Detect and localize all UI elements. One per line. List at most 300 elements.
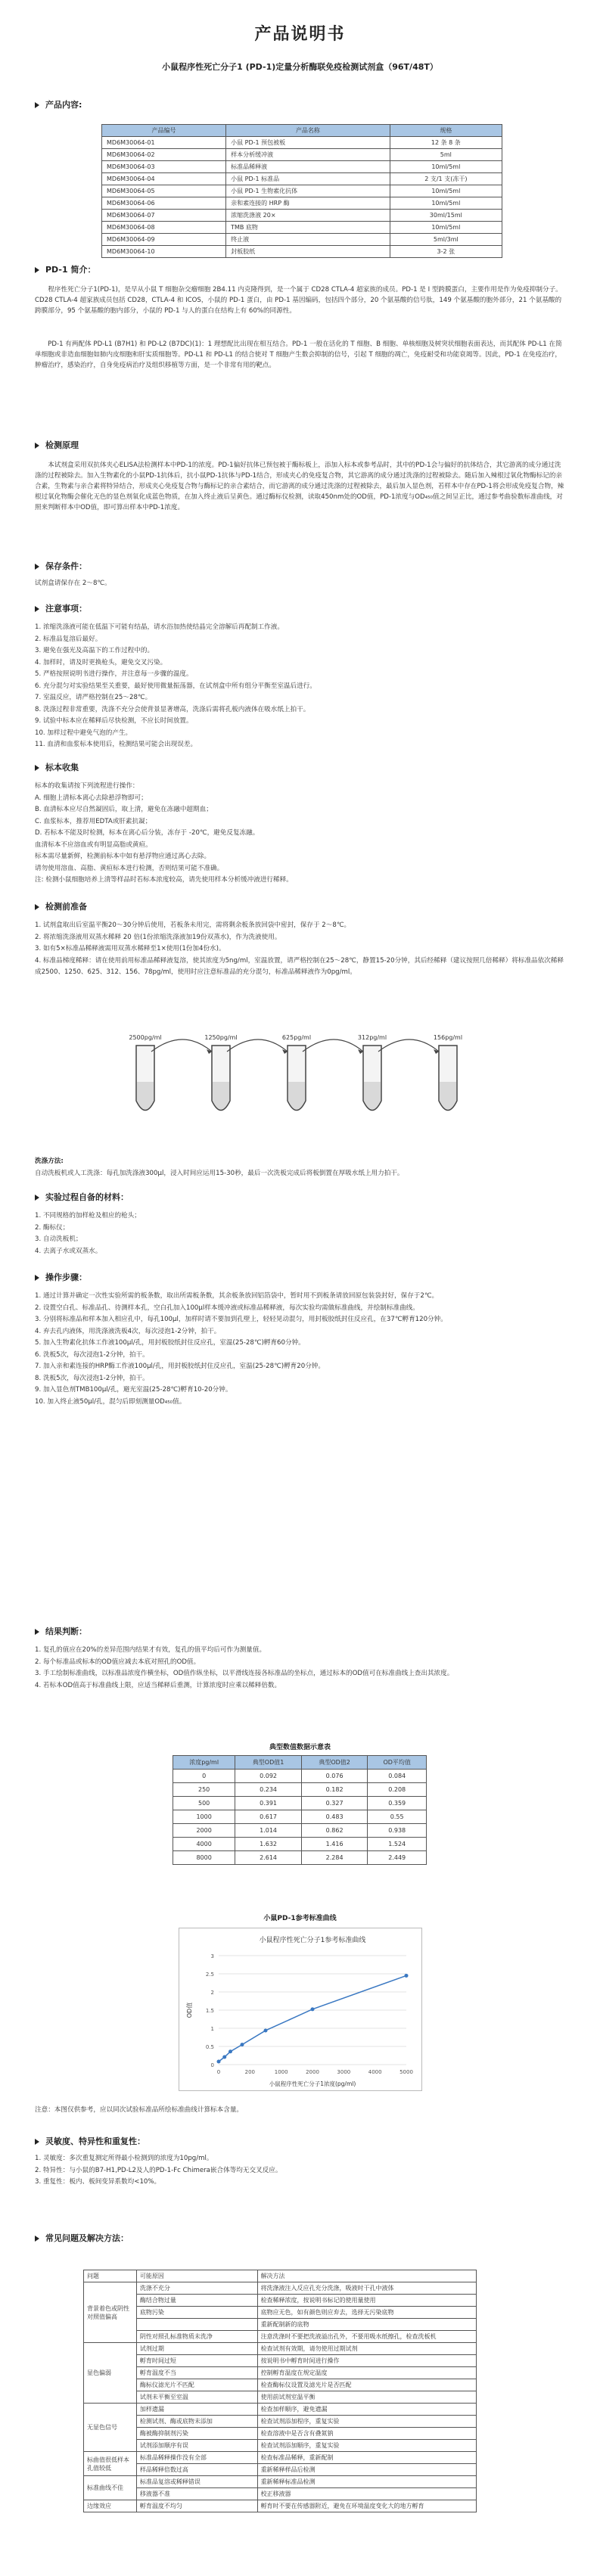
table-header: 产品编号: [102, 125, 226, 137]
table-cell: MD6M30064-04: [102, 173, 226, 185]
table-cell: 2000: [173, 1824, 235, 1838]
chart-title: 小鼠程序性死亡分子1参考标准曲线: [259, 1937, 366, 1944]
list-number: 4.: [35, 1247, 43, 1255]
table-cell-cause: 标准品复溶或稀释错误: [136, 2476, 257, 2488]
troubleshooting-table: [83, 2270, 477, 2512]
section-faq: 常见问题及解决方法：: [35, 2232, 129, 2244]
table-cell-cause: 加样遗漏: [136, 2404, 257, 2416]
list-item: [35, 704, 564, 716]
transfer-arrow-icon: [378, 1039, 439, 1052]
table-cell: 2.449: [368, 1851, 427, 1865]
table-cell-solution: 检查试剂添加程序，重复实验: [257, 2416, 476, 2428]
list-number: 1.: [35, 2155, 43, 2162]
list-text: 酶标仪；: [42, 1223, 70, 1232]
table-row: [84, 2331, 477, 2343]
list-text: 灵敏度：多次重复测定所得最小检测到的浓度为10pg/ml。: [42, 2155, 213, 2162]
list-number: 9.: [35, 1386, 43, 1394]
table-cell: 5ml: [390, 149, 502, 161]
table-row: [102, 149, 502, 161]
table-row: [102, 246, 502, 258]
list-number: 2.: [35, 2166, 43, 2174]
table-cell: 终止液: [226, 234, 390, 246]
chart-caption: 小鼠PD-1参考标准曲线: [263, 1915, 337, 1922]
table-cell: 0.862: [301, 1824, 368, 1838]
list-text: 血清和血浆标本使用后，检测结果可能会出现误差。: [47, 741, 197, 748]
table-cell: 1.524: [368, 1838, 427, 1851]
table-cell-solution: 注意洗涤时不要把洗液溢出孔外，不要用吸水纸擦孔，检查洗板机: [257, 2331, 476, 2343]
list-item: [35, 1223, 564, 1235]
list-item: [35, 1234, 564, 1246]
chart-note: 注意：本图仅供参考，应以同次试验标准品所绘标准曲线计算标本含量。: [35, 2106, 244, 2114]
table-cell: TMB 底物: [226, 222, 390, 234]
section-content: 产品内容:: [35, 98, 82, 110]
list-item: [35, 956, 564, 979]
list-text: 注: 检测小鼠细胞培养上清等样品时若标本浓度较高，请先使用样本分析缓冲液进行稀释。: [35, 876, 293, 884]
table-cell-cause: 底物污染: [136, 2307, 257, 2319]
list-item: [35, 1384, 564, 1397]
list-text: 重复性：板内、板间变异系数均<10%。: [42, 2178, 161, 2186]
standard-curve-chart: [179, 1928, 421, 2090]
section-performance: 灵敏度、特异性和重复性：: [35, 2135, 145, 2147]
list-number: 5.: [35, 670, 43, 678]
prep-list: [35, 920, 564, 979]
std-table-title: 典型数值数据示意表: [269, 1744, 331, 1751]
list-text: 避免在强光及高温下的工作过程中的。: [42, 647, 154, 654]
transfer-arrow-icon: [303, 1039, 363, 1052]
x-tick-label: 0: [216, 2069, 221, 2075]
table-row: [84, 2440, 477, 2452]
table-row: [84, 2367, 477, 2379]
table-cell: 0.391: [235, 1797, 302, 1810]
list-item: [35, 728, 564, 740]
table-row: [84, 2488, 477, 2500]
table-row: [84, 2379, 477, 2391]
list-item: [35, 739, 564, 751]
table-cell: 4000: [173, 1838, 235, 1851]
table-cell: MD6M30064-02: [102, 149, 226, 161]
y-tick-label: 3: [210, 1953, 214, 1959]
list-item: [35, 1350, 564, 1362]
table-header: 典型OD值1: [235, 1756, 302, 1770]
x-axis-label: 小鼠程序性死亡分子1浓度(pg/ml): [269, 2080, 356, 2087]
list-number: 8.: [35, 705, 43, 713]
table-cell: 0.234: [235, 1783, 302, 1797]
y-tick-label: 1.5: [205, 2008, 214, 2014]
table-row: [102, 197, 502, 210]
list-number: 7.: [35, 694, 43, 701]
section-steps: 操作步骤：: [35, 1271, 87, 1283]
data-point: [222, 2056, 226, 2059]
table-row: [102, 161, 502, 173]
table-cell: 1.632: [235, 1838, 302, 1851]
bullet-arrow-icon: [35, 443, 39, 449]
table-cell: MD6M30064-09: [102, 234, 226, 246]
table-cell: 标准品稀释液: [226, 161, 390, 173]
bullet-arrow-icon: [35, 564, 39, 570]
table-header: 问题: [84, 2270, 137, 2282]
list-item: [35, 622, 564, 634]
list-item: [35, 2165, 564, 2177]
table-cell: 0.208: [368, 1783, 427, 1797]
table-cell-solution: 重新稀释样品后检测: [257, 2464, 476, 2476]
table-cell: 2.614: [235, 1851, 302, 1865]
table-cell: 10ml/5ml: [390, 222, 502, 234]
section-notice: 注意事项：: [35, 602, 87, 614]
table-cell: 0.617: [235, 1810, 302, 1824]
list-text: 标准品梯度稀释：请在使用前用标准品稀释液复溶，使其浓度为5ng/ml，室温放置，请严格控制在25～28℃，静置15-20分钟，其后经稀释（建议按照几倍稀释）将标准品依次稀释成2500、1250、625、312、156、78pg/ml，使用时应注意标准品的充分混匀，标准品稀释液作为0pg/ml。: [35, 956, 564, 976]
dilution-tubes-diagram: [113, 1029, 507, 1135]
list-number: 2.: [35, 933, 43, 941]
table-row: [84, 2428, 477, 2440]
transfer-arrow-icon: [151, 1039, 212, 1052]
table-row: [102, 185, 502, 197]
data-point: [405, 1974, 409, 1978]
table-cell: 250: [173, 1783, 235, 1797]
data-point: [264, 2028, 268, 2032]
list-item: [35, 1314, 564, 1326]
table-row: [173, 1851, 427, 1865]
table-cell: MD6M30064-03: [102, 161, 226, 173]
table-row: [84, 2404, 477, 2416]
list-item: [35, 781, 564, 793]
section-result: 结果判断：: [35, 1625, 87, 1637]
own-materials-list: [35, 1210, 564, 1257]
list-number: 4.: [35, 1681, 43, 1689]
chart-frame: [179, 1928, 422, 2091]
list-item: [35, 863, 564, 875]
table-row: [102, 137, 502, 149]
kit-contents-table: [101, 124, 502, 258]
list-text: 如有5×标准品稀释液需用双蒸水稀释至1×使用(1份加4份水)。: [42, 945, 225, 952]
table-row: [84, 2307, 477, 2319]
list-text: 分别将标准品和样本加入相应孔中，每孔100μl，加样时请不要加到孔壁上，轻轻晃动混匀，用封板胶纸封住反应孔，在37℃孵育120分钟。: [42, 1316, 447, 1323]
table-cell-cause: 阴性对照孔标准物质未洗净: [136, 2331, 257, 2343]
table-cell-solution: 孵育时不要在传感器附近，避免在环境温度变化大的地方孵育: [257, 2500, 476, 2512]
bullet-arrow-icon: [35, 2139, 39, 2145]
table-cell: 2.284: [301, 1851, 368, 1865]
table-row: [84, 2355, 477, 2367]
table-cell: 0.327: [301, 1797, 368, 1810]
table-cell-cause: 检测试剂、酶或底物未添加: [136, 2416, 257, 2428]
data-point: [311, 2007, 315, 2011]
standard-values-table: [173, 1755, 427, 1865]
list-text: 将浓缩洗涤液用双蒸水稀释 20 倍(1份浓缩洗涤液加19份双蒸水)，作为洗液使用。: [42, 933, 281, 941]
table-cell: 亲和素连接的 HRP 酶: [226, 197, 390, 210]
wash-label: 洗涤方法:: [35, 1157, 64, 1165]
table-cell-cause: 孵育温度不当: [136, 2367, 257, 2379]
table-cell-cause: 酶标仪滤光片不匹配: [136, 2379, 257, 2391]
list-number: 1.: [35, 1292, 43, 1300]
list-number: 3.: [35, 1670, 43, 1677]
list-text: 血清标本不应溶血或有明显高脂或黄疸。: [35, 841, 152, 849]
table-row: [84, 2282, 477, 2295]
table-cell-cause: 移液器不准: [136, 2488, 257, 2500]
table-header: 浓度pg/ml: [173, 1756, 235, 1770]
table-cell: MD6M30064-05: [102, 185, 226, 197]
table-row: [84, 2343, 477, 2355]
list-item: [35, 1210, 564, 1223]
principle-paragraph: 本试剂盒采用双抗体夹心ELISA法检测样本中PD-1的浓度。PD-1偏好抗体已预包被于酶标板上，添加入标本或参考品时，其中的PD-1会与偏好的抗体结合，其它游离的成分通过洗涤的过程被除去。加入生物素化的小鼠PD-1抗体后，抗小鼠PD-1抗体与PD-1结合，形成夹心的免疫复合物，其它游离的成分通过洗涤的过程被除去。随后加入辣根过氧化物酶标记的亲合素，生物素与亲合素将特异结合，形成夹心免疫复合物与酶标记的亲合素结合，而它游离的成分通过洗涤的过程被除去，最后加入显色剂，若样本中存在PD-1将会形成免疫复合物，辣根过氧化物酶会催化无色的显色剂氧化成蓝色物质，在加入终止液后呈黄色。通过酶标仪检测，读取450nm处的OD值，PD-1浓度与OD₄₅₀值之间呈正比，通过参考曲验数标准曲线，对照来判断样本中OD值，即可算出样本中PD-1浓度。: [35, 461, 564, 511]
list-item: [35, 851, 564, 863]
list-item: [35, 840, 564, 852]
table-header: 规格: [390, 125, 502, 137]
table-cell-cause: 孵育时间过短: [136, 2355, 257, 2367]
table-row: [102, 173, 502, 185]
table-cell-solution: 检查溶液中是否含有叠氮钠: [257, 2428, 476, 2440]
table-row: [102, 222, 502, 234]
list-text: 去离子水或双蒸水。: [42, 1247, 102, 1255]
list-item: [35, 1326, 564, 1338]
list-item: [35, 804, 564, 816]
list-item: [35, 943, 564, 956]
table-cell: 3-2 张: [390, 246, 502, 258]
intro-paragraph: PD-1 有两配体 PD-L1 (B7H1) 和 PD-L2 (B7DC)(1)：1 理想配比出现在相互结合。PD-1 一般在活化的 T 细胞、B 细胞、单核细胞及树突状细胞表面表达，而其配体 PD-L1 在简单细胞或非造血细胞如肺内皮细胞和肝实质细胞等。PD-L1 和 PD-L1 的结合使对 T 细胞产生数会抑制的信号，引起 T 细胞的凋亡，免疫耐受和功能衰竭等。因此，PD-1 在免疫治疗，肿瘤治疗，感染治疗，自身免疫病治疗及组织移植等方面，是一个非常有用的靶点。: [35, 340, 562, 369]
table-cell: 10ml/5ml: [390, 197, 502, 210]
table-cell: 样本分析缓冲液: [226, 149, 390, 161]
list-item: [35, 1680, 564, 1692]
list-item: [35, 793, 564, 805]
list-text: 浓缩洗涤液可能在低温下可能有结晶，请水浴加热使结晶完全溶解后再配制工作液。: [42, 623, 284, 631]
list-number: 1.: [35, 1212, 43, 1220]
list-text: 加入亲和素连接的HRP酶工作液100μl/孔，用封板胶纸封住反应孔，室温(25-28℃)孵育20分钟。: [42, 1363, 325, 1370]
table-cell-cause: 标准品稀释操作没有全部: [136, 2452, 257, 2464]
table-cell: 小鼠 PD-1 预包被板: [226, 137, 390, 149]
list-text: 特异性：与小鼠的B7-H1,PD-L2及人的PD-1-Fc Chimera嵌合体等均无交叉反应。: [42, 2166, 282, 2174]
table-cell: 0.359: [368, 1797, 427, 1810]
list-text: 试剂盒取出后室温平衡20～30分钟后使用，若板条未用完，需将剩余板条放回袋中密封，保存于 2～8℃。: [42, 921, 351, 929]
list-text: 洗板5次，每次浸泡1-2分钟，拍干。: [42, 1374, 149, 1382]
section-intro: PD-1 简介：: [35, 263, 95, 275]
list-number: 3.: [35, 647, 43, 654]
list-text: 每个标准品或标本的OD值应减去本底对照孔的OD值。: [42, 1658, 201, 1666]
storage-text: 试剂盒请保存在 2～8℃。: [35, 580, 111, 587]
performance-list: [35, 2153, 564, 2189]
list-item: [35, 1645, 564, 1657]
x-tick-label: 2000: [306, 2069, 319, 2075]
sample-list: [35, 781, 564, 887]
table-cell-cause: 样品稀释倍数过高: [136, 2464, 257, 2476]
intro-paragraph: 程序性死亡分子1(PD-1)，是早从小鼠 T 细胞杂交瘤细胞 2B4.11 内克隆得到，是一个属于 CD28 CTLA-4 超家族的成员。PD-1 是 I 型跨膜蛋白，主要作用是作为免疫抑制分子。CD28 CTLA-4 超家族成员包括 CD28，CTLA-4 和 ICOS，小鼠的 PD-1 蛋白，由 PD-1 基因编码，包括四个部分，20 个氨基酸的信号肽，149 个氨基酸的胞外部分，21 个氨基酸的跨膜部分，95 个氨基酸的胞内部分，小鼠的 PD-1 与人的蛋白在结构上有 60%的同源性。: [35, 286, 562, 315]
list-text: B. 血清标本应尽自然凝固后，取上清，避免在冻融中超期血；: [35, 806, 213, 813]
list-text: 请勿使用溶血、高脂、黄疸标本进行检测，否则结果可能不准确。: [35, 864, 224, 872]
list-item: [35, 828, 564, 840]
series-line: [219, 1975, 406, 2062]
table-cell: MD6M30064-07: [102, 210, 226, 222]
list-item: [35, 1291, 564, 1303]
section-own-materials: 实验过程自备的材料：: [35, 1191, 129, 1203]
table-cell-cause: 试剂未平衡至室温: [136, 2391, 257, 2404]
list-text: 标准品复溶后最好。: [42, 635, 102, 643]
table-cell-cause: [136, 2319, 257, 2331]
table-cell-solution: 重新稀释标准品检测: [257, 2476, 476, 2488]
table-cell-cause: 酶结合物过量: [136, 2295, 257, 2307]
table-cell: 2 支/1 支(冻干): [390, 173, 502, 185]
list-number: 10.: [35, 1397, 48, 1406]
notice-list: [35, 622, 564, 751]
bullet-arrow-icon: [35, 267, 39, 273]
list-text: 试验中标本应在稀释后尽快检测，不应长时间放置。: [42, 717, 193, 725]
step-list: [35, 1291, 564, 1408]
y-axis-label: OD值: [186, 2002, 193, 2018]
y-tick-label: 0.5: [205, 2044, 214, 2050]
list-number: 1.: [35, 1646, 43, 1654]
table-cell: 1.416: [301, 1838, 368, 1851]
bullet-arrow-icon: [35, 606, 39, 612]
table-row: [173, 1810, 427, 1824]
table-cell: 0.483: [301, 1810, 368, 1824]
y-tick-label: 2: [210, 1990, 214, 1996]
list-text: 复孔的值应在20%的差异范围内结果才有效，复孔的值平均后可作为测量值。: [42, 1646, 266, 1654]
list-item: [35, 816, 564, 828]
page-subtitle: 小鼠程序性死亡分子1 (PD-1)定量分析酶联免疫检测试剂盒（96T/48T）: [162, 62, 438, 72]
list-text: 洗板5次，每次浸泡1-2分钟，拍干。: [42, 1350, 149, 1359]
y-tick-label: 2.5: [205, 1972, 214, 1978]
list-item: [35, 1303, 564, 1315]
data-point: [228, 2049, 232, 2053]
list-text: 加入生物素化抗体工作液100μl/孔，用封板胶纸封住反应孔，室温(25-28℃)孵育60分钟。: [42, 1339, 305, 1347]
list-item: [35, 2177, 564, 2189]
table-row: [173, 1783, 427, 1797]
x-tick-label: 1000: [274, 2069, 288, 2075]
section-principle: 检测原理: [35, 439, 79, 451]
list-number: 6.: [35, 1350, 43, 1359]
table-cell-solution: 检查试剂添加顺序，重复实验: [257, 2440, 476, 2452]
table-row: [84, 2464, 477, 2476]
table-cell: 10ml/5ml: [390, 161, 502, 173]
list-item: [35, 875, 564, 887]
list-text: A. 细胞上清标本离心去除悬浮物即可；: [35, 794, 148, 802]
list-text: 自动洗板机；: [42, 1235, 82, 1243]
table-cell-problem: 标曲值很低样本孔值较低: [84, 2452, 137, 2476]
table-cell: MD6M30064-08: [102, 222, 226, 234]
list-text: 加样时，请及时更换枪头，避免交叉污染。: [42, 658, 167, 667]
table-row: [173, 1770, 427, 1783]
table-cell-solution: 检查试剂有效期，请勿使用过期试剂: [257, 2343, 476, 2355]
table-cell: 500: [173, 1797, 235, 1810]
list-number: 11.: [35, 741, 48, 748]
tube-label: 312pg/ml: [357, 1034, 387, 1041]
table-row: [84, 2452, 477, 2464]
list-text: 室温反应，请严格控制在25～28℃。: [42, 694, 152, 701]
table-cell: MD6M30064-01: [102, 137, 226, 149]
list-number: 10.: [35, 729, 48, 737]
list-number: 3.: [35, 945, 43, 952]
list-number: 4.: [35, 658, 43, 667]
bullet-arrow-icon: [35, 102, 39, 108]
table-cell: 0: [173, 1770, 235, 1783]
list-item: [35, 1657, 564, 1669]
table-cell: 8000: [173, 1851, 235, 1865]
table-cell-solution: 检查酶标仪设置及滤光片是否匹配: [257, 2379, 476, 2391]
result-list: [35, 1645, 564, 1692]
table-row: [84, 2500, 477, 2512]
table-cell: 0.938: [368, 1824, 427, 1838]
list-number: 2.: [35, 1658, 43, 1666]
table-cell: 30ml/15ml: [390, 210, 502, 222]
list-item: [35, 657, 564, 670]
list-number: 4.: [35, 1327, 43, 1335]
x-tick-label: 4000: [368, 2069, 382, 2075]
section-storage: 保存条件：: [35, 560, 87, 572]
table-header: OD平均值: [368, 1756, 427, 1770]
table-cell-cause: 试剂添加顺序有误: [136, 2440, 257, 2452]
y-tick-label: 1: [210, 2026, 214, 2032]
list-text: 严格按照说明书进行操作，并注意每一步骤的温度。: [42, 670, 193, 678]
table-cell-cause: 洗涤不充分: [136, 2282, 257, 2295]
list-item: [35, 1246, 564, 1258]
table-cell-solution: 检查标准品稀释，重新配制: [257, 2452, 476, 2464]
list-number: 2.: [35, 1223, 43, 1232]
list-text: 加入显色剂TMB100μl/孔，避光室温(25-28℃)孵育10-20分钟。: [42, 1386, 232, 1394]
bullet-arrow-icon: [35, 904, 39, 910]
table-cell-cause: 酶被酶抑制剂污染: [136, 2428, 257, 2440]
list-number: 3.: [35, 1235, 43, 1243]
table-cell-solution: 检查加样顺序，避免遗漏: [257, 2404, 476, 2416]
table-cell: 小鼠 PD-1 生物素化抗体: [226, 185, 390, 197]
table-cell-problem: 标准曲线不佳: [84, 2476, 137, 2500]
list-text: 加样过程中避免气泡的产生。: [47, 729, 132, 737]
list-text: 手工绘制标准曲线，以标准品浓度作横坐标，OD值作纵坐标，以平滑线连接各标准品的坐标点，通过标本的OD值可在标准曲线上查出其浓度。: [42, 1670, 454, 1677]
table-cell: 0.092: [235, 1770, 302, 1783]
table-cell: MD6M30064-06: [102, 197, 226, 210]
list-number: 2.: [35, 1304, 43, 1312]
table-row: [84, 2391, 477, 2404]
list-item: [35, 920, 564, 932]
list-text: 洗涤过程非常重要，洗涤不充分会使背景显著增高，洗涤后需将孔板内液体在吸水纸上拍干。: [42, 705, 310, 713]
table-row: [84, 2476, 477, 2488]
table-cell: 1.014: [235, 1824, 302, 1838]
table-row: [173, 1824, 427, 1838]
bullet-arrow-icon: [35, 765, 39, 771]
list-text: 加入终止液50μl/孔，混匀后即刻测量OD₄₅₀值。: [47, 1397, 186, 1406]
table-header: 产品名称: [226, 125, 390, 137]
table-cell: 5ml/3ml: [390, 234, 502, 246]
list-number: 3.: [35, 1316, 43, 1323]
x-tick-label: 200: [244, 2069, 256, 2075]
list-text: 标本的收集请按下列流程进行操作：: [35, 782, 139, 790]
bullet-arrow-icon: [35, 1195, 39, 1201]
list-text: D. 若标本不能及时检测，标本在离心后分装，冻存于 -20℃，避免反复冻融。: [35, 829, 260, 837]
data-point: [241, 2043, 244, 2046]
page-title: 产品说明书: [254, 25, 346, 44]
table-row: [102, 210, 502, 222]
list-item: [35, 681, 564, 693]
table-cell-solution: 底物应无色，如有颜色则应弃去，选择无污染底物: [257, 2307, 476, 2319]
list-item: [35, 1361, 564, 1373]
table-cell: 小鼠 PD-1 标准品: [226, 173, 390, 185]
section-prep: 检测前准备: [35, 900, 87, 912]
list-item: [35, 669, 564, 681]
list-number: 2.: [35, 635, 43, 643]
tube-label: 2500pg/ml: [129, 1034, 162, 1041]
y-tick-label: 0: [210, 2062, 214, 2068]
list-number: 1.: [35, 921, 43, 929]
list-item: [35, 1338, 564, 1350]
list-item: [35, 1397, 564, 1409]
table-row: [173, 1838, 427, 1851]
bullet-arrow-icon: [35, 2236, 39, 2242]
list-number: 6.: [35, 682, 43, 690]
table-cell-solution: 使用前试剂室温平衡: [257, 2391, 476, 2404]
list-number: 1.: [35, 623, 43, 631]
list-text: 不同规格的加样枪及相应的枪头；: [42, 1212, 141, 1220]
list-text: 通过计算并确定一次性实验所需的板条数，取出所需板条数，其余板条放回铝箔袋中，暂时用不到板条请放回原包装袋封好，保存于2℃。: [42, 1292, 439, 1300]
table-cell-cause: 孵育温度不均匀: [136, 2500, 257, 2512]
table-cell: 10ml/5ml: [390, 185, 502, 197]
table-cell: 1000: [173, 1810, 235, 1824]
table-cell-solution: 将洗涤液注入反应孔充分洗涤，吸液时干孔中液体: [257, 2282, 476, 2295]
table-cell: 0.076: [301, 1770, 368, 1783]
